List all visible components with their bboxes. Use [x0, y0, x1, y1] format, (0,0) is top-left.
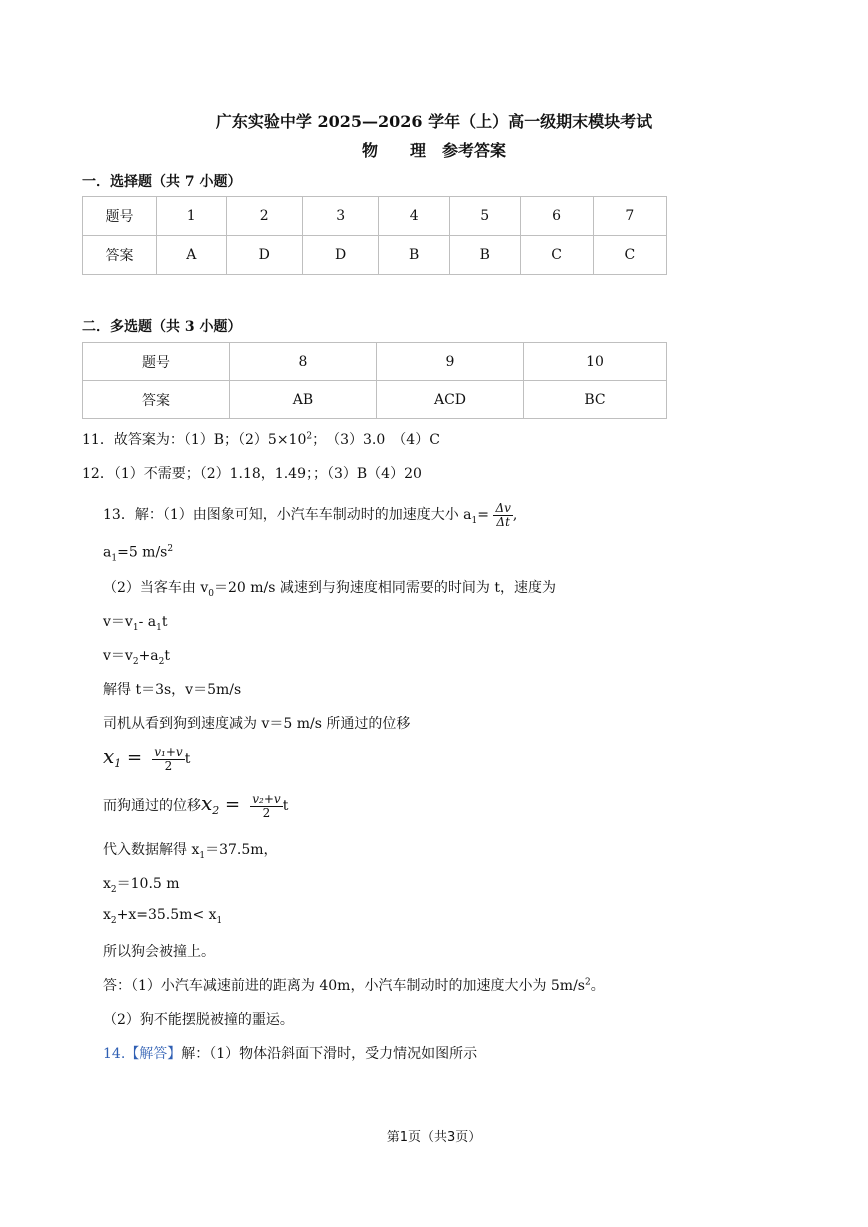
section-heading-multi-choice: 二．多选题（共 3 小题）: [82, 319, 242, 335]
q13-formula-x2: 而狗通过的位移$x_2$ = $\frac{\text{v₂+v}}{2}$ t: [103, 791, 289, 820]
table-cell: D: [302, 236, 378, 275]
table-row: [83, 236, 667, 275]
table-cell: ACD: [377, 381, 524, 419]
q13-line-compare: $x_2+x=35.5m< x_1$: [103, 907, 223, 926]
table-cell: 8: [230, 343, 377, 381]
table-cell: AB: [230, 381, 377, 419]
answer-q13-intro: 13．解：（1）由图象可知，小汽车车制动时的加速度大小 $a_1=$ $\frac{\Delta v}{\Delta t}$ ,: [103, 501, 518, 529]
fraction-dv-dt: $\frac{\Delta v}{\Delta t}$: [495, 501, 511, 529]
table-row: [83, 343, 667, 381]
table-row: [83, 197, 667, 236]
exam-title: 广东实验中学 2025—2026 学年（上）高一级期末模块考试: [215, 112, 653, 131]
table-cell: 7: [593, 197, 666, 236]
q13-line-part2: （2）当客车由 $v_0=20$ m/s 减速到与狗速度相同需要的时间为 t，速度为: [103, 580, 556, 599]
fraction-x2: $\frac{\text{v₂+v}}{2}$: [252, 791, 281, 820]
q13-final-answer-2: （2）狗不能摆脱被撞的噩运。: [103, 1012, 294, 1028]
table-cell: 5: [449, 197, 520, 236]
q13-line-a1: $a_1=5$ $m/s^2$: [103, 544, 174, 564]
table-cell: D: [226, 236, 302, 275]
table-cell-label: 答案: [83, 381, 230, 419]
table-cell: 10: [524, 343, 667, 381]
table-cell: B: [379, 236, 450, 275]
table-cell: B: [449, 236, 520, 275]
table-cell: BC: [524, 381, 667, 419]
table-cell-label: 答案: [83, 236, 157, 275]
table-cell: 2: [226, 197, 302, 236]
table-cell: 3: [302, 197, 378, 236]
q13-line-x1-value: 代入数据解得 $x_1=37.5m$，: [103, 842, 278, 861]
q13-line-eq2: $v=v_2+a_2t$: [103, 648, 171, 667]
q13-line-displacement: 司机从看到狗到速度减为 v＝5 m/s 所通过的位移: [103, 716, 411, 732]
table-cell: C: [593, 236, 666, 275]
table-cell-label: 题号: [83, 343, 230, 381]
table-cell: 6: [520, 197, 593, 236]
q13-formula-x1: $x_1$ = $\frac{\text{v₁+v}}{2}$ t: [103, 744, 191, 773]
table-cell: 1: [157, 197, 227, 236]
q14-number: 14.: [103, 1046, 126, 1062]
answer-q14: 14.【解答】解：（1）物体沿斜面下滑时，受力情况如图所示: [103, 1046, 478, 1062]
fraction-x1: $\frac{\text{v₁+v}}{2}$: [154, 744, 183, 773]
page-number: 第1页（共3页）: [386, 1130, 482, 1145]
q13-final-answer-1: 答：（1）小汽车减速前进的距离为 40m，小汽车制动时的加速度大小为 $5m/s^2$。: [103, 977, 605, 994]
q13-line-x2-value: $x_2=10.5$ m: [103, 876, 180, 895]
table-cell: 4: [379, 197, 450, 236]
table-cell: A: [157, 236, 227, 275]
section-heading-single-choice: 一．选择题（共 7 小题）: [82, 174, 242, 190]
multi-choice-answer-table: [82, 342, 667, 419]
q13-line-eq1: $v=v_1-$ $a_1t$: [103, 614, 168, 633]
table-cell: 9: [377, 343, 524, 381]
solution-tag: 【解答】: [125, 1046, 182, 1062]
subject-title: 物 理 参考答案: [361, 141, 506, 160]
answer-q12: 12．（1）不需要；（2）1.18，1.49；；（3）B（4）20: [82, 466, 422, 482]
table-row: [83, 381, 667, 419]
answer-q11: 11．故答案为：（1）B；$(2)5\times 10^2$； （3）3.0 （4）C: [82, 431, 440, 448]
table-cell-label: 题号: [83, 197, 157, 236]
table-cell: C: [520, 236, 593, 275]
q13-line-conclusion: 所以狗会被撞上。: [103, 944, 215, 960]
q13-line-solve: 解得 t＝3s，v＝5m/s: [103, 682, 242, 698]
single-choice-answer-table: [82, 196, 667, 275]
